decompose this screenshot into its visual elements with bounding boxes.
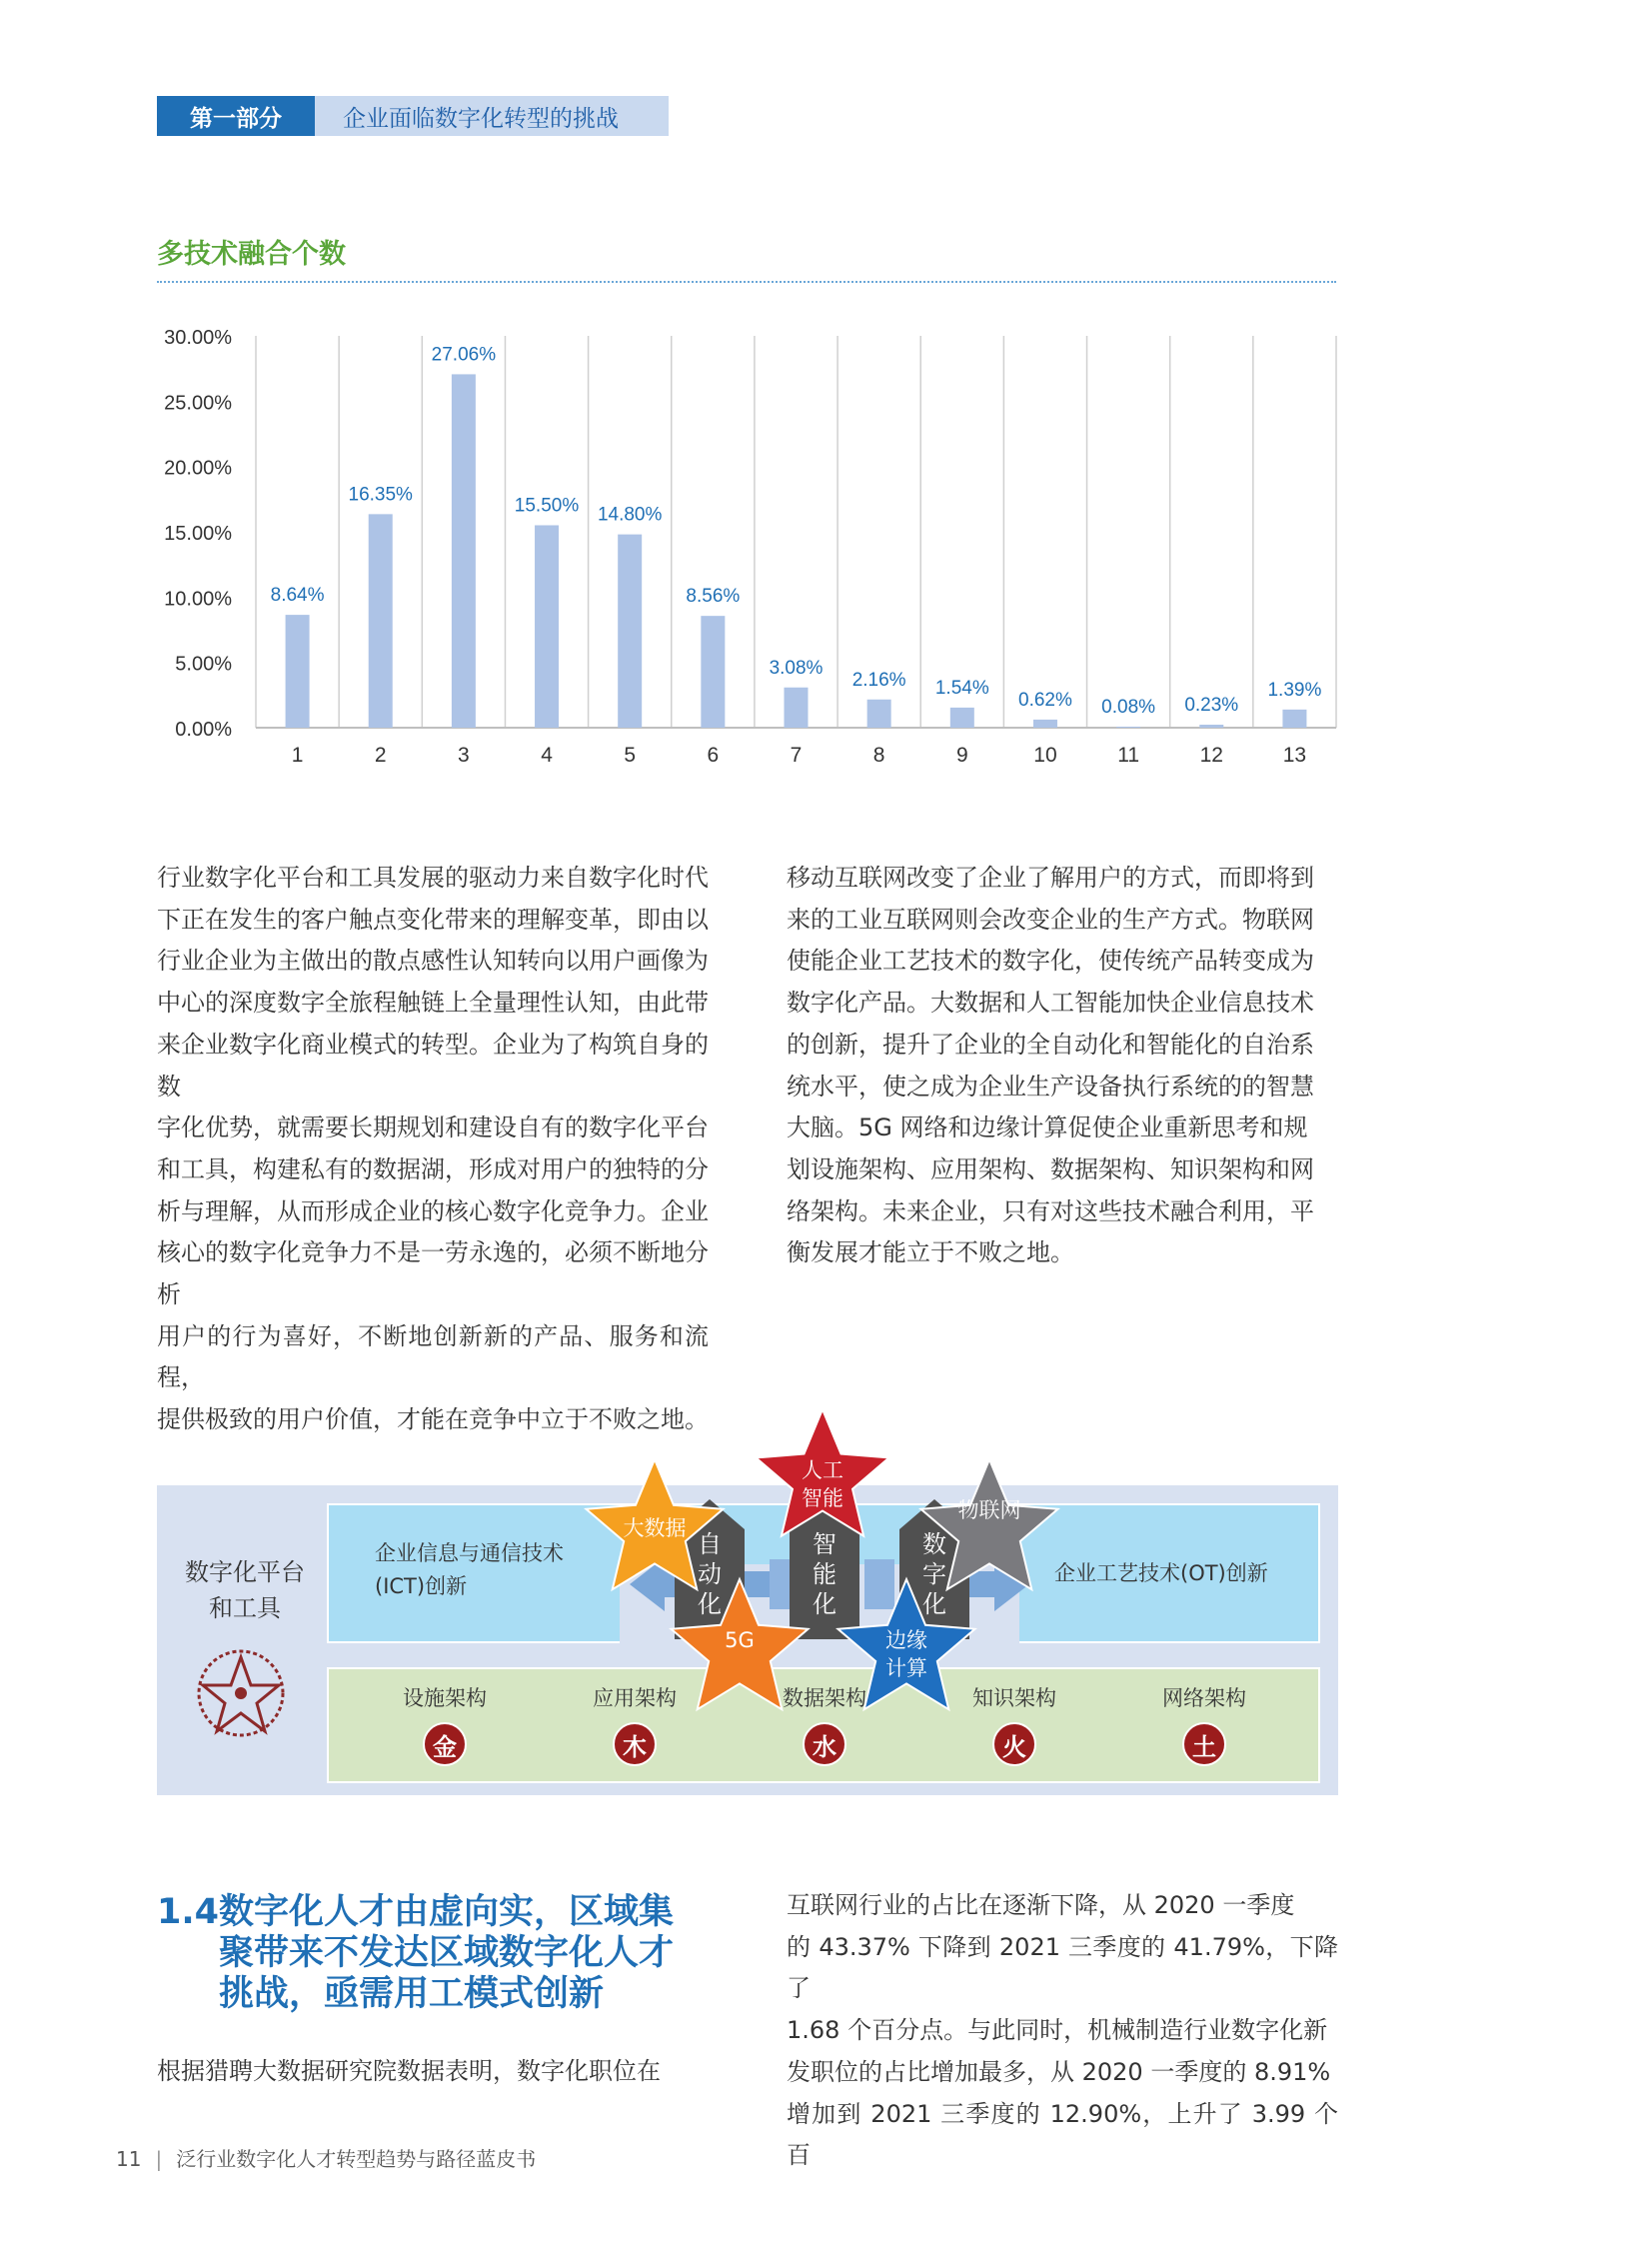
page-number: 11 (116, 2147, 142, 2171)
page-footer (116, 2143, 536, 2172)
y-tick-label: 20.00% (164, 457, 232, 480)
section-number: 1.4 (157, 1892, 220, 1932)
x-tick-label: 10 (1033, 744, 1057, 767)
section-title-line-1: 数字化人才由虚向实，区域集 (219, 1892, 675, 1932)
section-paragraph-left: 根据猎聘大数据研究院数据表明，数字化职位在 (157, 2057, 661, 2085)
data-label: 8.56% (686, 586, 741, 608)
x-tick-label: 6 (707, 744, 720, 767)
application-architecture-label: 应用架构 (593, 1686, 677, 1710)
chart-title: 多技术融合个数 (157, 239, 346, 270)
x-tick-label: 7 (790, 744, 803, 767)
fire-element-badge: 火 (992, 1722, 1036, 1766)
x-tick-label: 9 (955, 744, 968, 767)
x-tick-label: 12 (1199, 744, 1223, 767)
ict-innovation-label: 企业信息与通信技术 (ICT)创新 (375, 1541, 564, 1598)
star-label: 智能 (802, 1486, 843, 1510)
ot-innovation-label: 企业工艺技术(OT)创新 (1054, 1561, 1268, 1585)
data-label: 2.16% (851, 669, 906, 691)
star-label: 计算 (885, 1656, 927, 1680)
star-icon (921, 1459, 1058, 1589)
data-label: 15.50% (514, 495, 580, 517)
x-tick-label: 11 (1117, 744, 1140, 767)
automation-arrow-label: 自动化 (698, 1530, 722, 1618)
knowledge-architecture-label: 知识架构 (972, 1686, 1056, 1710)
star-label: 物联网 (957, 1498, 1021, 1522)
x-tick-label: 5 (624, 744, 637, 767)
footer-title: 泛行业数字化人才转型趋势与路径蓝皮书 (176, 2147, 537, 2171)
footer-separator: | (155, 2147, 163, 2171)
section-title-line-3: 挑战，亟需用工模式创新 (219, 1974, 605, 2014)
data-label: 0.23% (1184, 694, 1239, 716)
data-label: 0.08% (1101, 696, 1156, 718)
section-tag: 第一部分 (157, 96, 315, 136)
x-tick-label: 8 (872, 744, 885, 767)
x-tick-label: 2 (374, 744, 387, 767)
metal-element-badge: 金 (423, 1722, 467, 1766)
intelligence-arrow-label: 智能化 (813, 1530, 836, 1618)
y-tick-label: 10.00% (164, 588, 232, 611)
wood-element-badge: 木 (613, 1722, 657, 1766)
platform-tools-label: 数字化平台 和工具 (185, 1558, 305, 1622)
data-label: 8.64% (270, 585, 325, 607)
y-tick-label: 0.00% (175, 719, 232, 741)
paragraph-right: 移动互联网改变了企业了解用户的方式，而即将到 来的工业互联网则会改变企业的生产方式。物联网 使能企业工艺技术的数字化，使传统产品转变成为 数字化产品。大数据和人工智能加快企业信息技术 的创新，提升了企业的全自动化和智能化的自治系 统水平，使之成为企业生产设备执行系统的的智慧 大脑。5G 网络和边缘计算促使企业重新思考和规 划设施架构、应用架构、数据架构、知识架构和网 络架构。未来企业，只有对这些技术融合利用，平 衡发展才能立于不败之地。 (787, 864, 1314, 1267)
section-title-line-2: 聚带来不发达区域数字化人才 (219, 1933, 675, 1973)
water-element-badge: 水 (803, 1722, 846, 1766)
data-label: 3.08% (769, 657, 824, 679)
data-label: 0.62% (1018, 689, 1072, 711)
x-tick-label: 1 (291, 744, 304, 767)
data-label: 16.35% (348, 484, 413, 506)
star-label: 人工 (802, 1458, 843, 1482)
data-architecture-label: 数据架构 (783, 1686, 866, 1710)
data-label: 27.06% (431, 344, 497, 366)
earth-element-badge: 土 (1182, 1722, 1226, 1766)
x-tick-label: 13 (1282, 744, 1307, 767)
star-label: 5G (725, 1628, 755, 1652)
digitization-arrow-label: 数字化 (922, 1530, 946, 1618)
y-tick-label: 15.00% (164, 523, 232, 545)
x-tick-label: 3 (458, 744, 470, 767)
paragraph-left: 行业数字化平台和工具发展的驱动力来自数字化时代 下正在发生的客户触点变化带来的理解变革，即由以 行业企业为主做出的散点感性认知转向以用户画像为 中心的深度数字全旅程触链上全量理性认知，由此带 来企业数字化商业模式的转型。企业为了构筑自身的数 字化优势，就需要长期规划和建设自有的数字化平台 和工具，构建私有的数据湖，形成对用户的独特的分 析与理解，从而形成企业的核心数字化竞争力。企业 核心的数字化竞争力不是一劳永逸的，必须不断地分析 用户的行为喜好，不断地创新新的产品、服务和流程， 提供极致的用户价值，才能在竞争中立于不败之地。 (157, 864, 709, 1434)
x-tick-label: 4 (541, 744, 553, 767)
section-heading (157, 1892, 717, 2015)
star-label: 边缘 (885, 1628, 927, 1652)
network-architecture-label: 网络架构 (1162, 1686, 1246, 1710)
facility-architecture-label: 设施架构 (403, 1686, 487, 1710)
section-title: 企业面临数字化转型的挑战 (315, 96, 669, 136)
y-tick-label: 30.00% (164, 327, 232, 349)
star-label: 大数据 (623, 1516, 687, 1540)
data-label: 1.54% (934, 677, 989, 699)
section-paragraph-right: 互联网行业的占比在逐渐下降，从 2020 一季度 的 43.37% 下降到 2021 三季度的 41.79%，下降了 1.68 个百分点。与此同时，机械制造行业数字化新 发职位的占比增加最多，从 2020 一季度的 8.91% 增加到 2021 三季度的 12.90%，上升了 3.99 个百 (787, 1891, 1338, 2170)
y-tick-label: 5.00% (175, 653, 232, 676)
data-label: 1.39% (1267, 679, 1322, 701)
y-tick-label: 25.00% (164, 392, 232, 415)
data-label: 14.80% (597, 504, 663, 526)
